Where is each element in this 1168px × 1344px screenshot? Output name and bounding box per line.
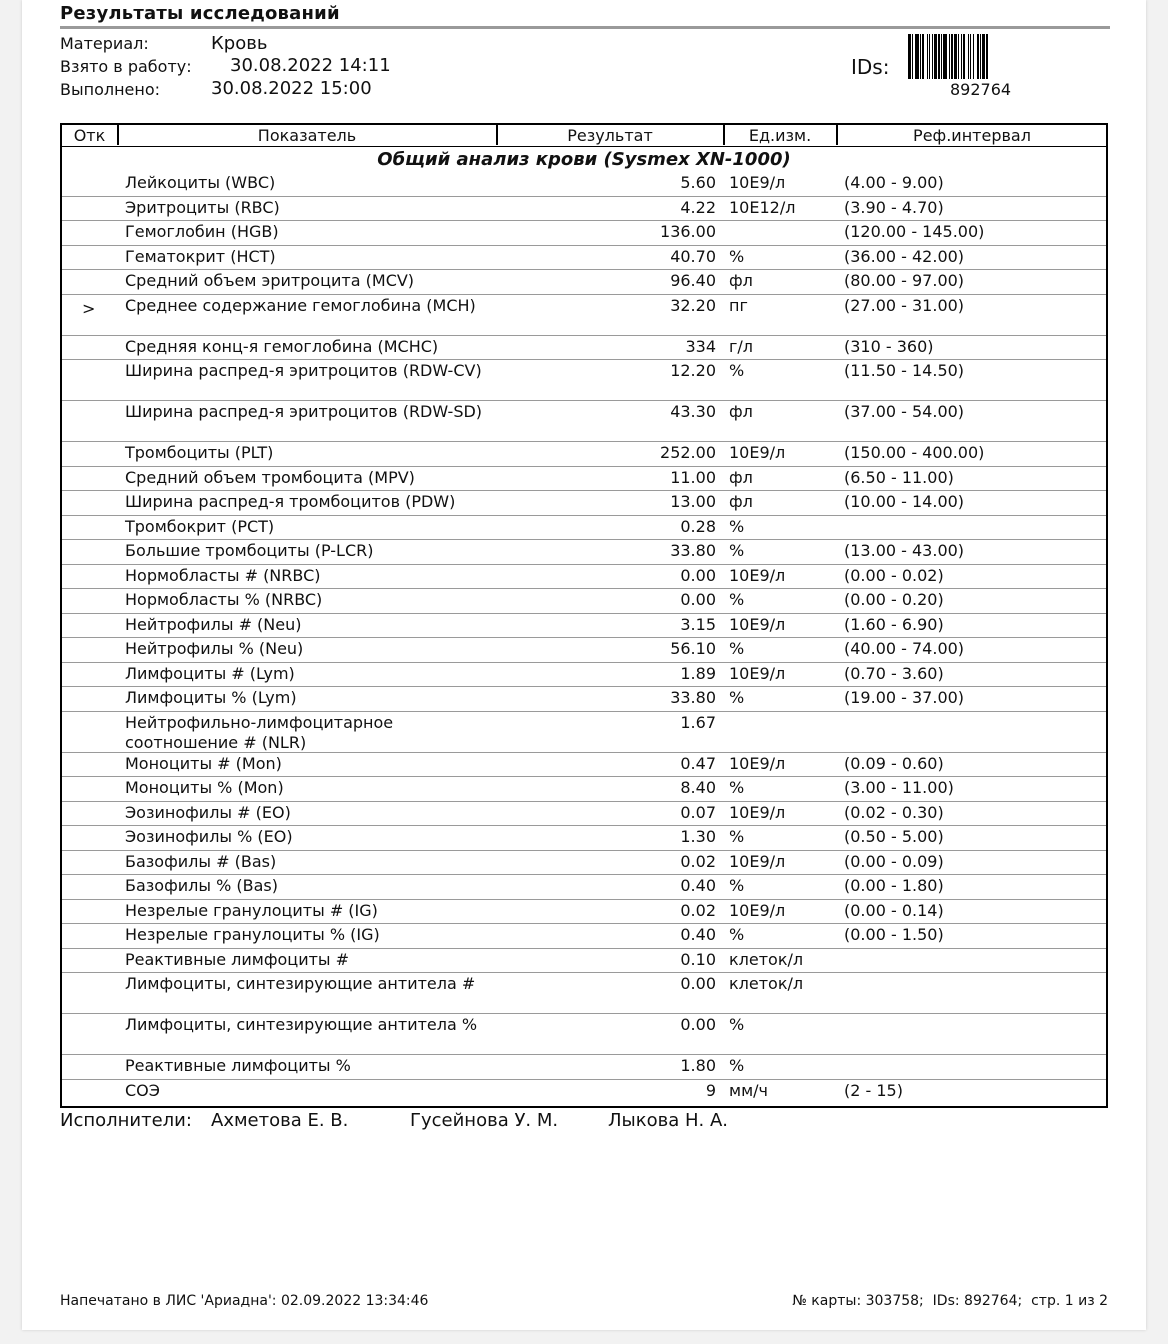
table-row [62, 924, 1106, 949]
barcode-bar [920, 34, 921, 79]
test-result: 8.40 [680, 778, 716, 797]
table-row [62, 638, 1106, 663]
barcode-bar [951, 34, 953, 79]
test-unit: г/л [729, 336, 754, 356]
table-row [62, 777, 1106, 802]
test-unit: 10E12/л [729, 197, 796, 217]
test-unit: пг [729, 295, 748, 315]
table-row [62, 712, 1106, 753]
title-divider [60, 26, 1110, 29]
test-result: 0.00 [680, 1015, 716, 1034]
performers-label: Исполнители: [60, 1110, 192, 1131]
test-name: Лимфоциты # (Lym) [125, 663, 295, 683]
table-row [62, 442, 1106, 467]
reference-range: (0.00 - 0.09) [844, 851, 944, 871]
barcode-image [908, 34, 1052, 79]
test-result: 4.22 [680, 197, 716, 217]
performer-name: Лыкова Н. А. [608, 1110, 729, 1131]
reference-range: (36.00 - 42.00) [844, 246, 965, 266]
barcode-bar [980, 34, 981, 79]
reference-range: (150.00 - 400.00) [844, 443, 985, 462]
test-result: 33.80 [670, 688, 716, 707]
test-name: Лимфоциты % (Lym) [125, 688, 297, 707]
test-name: Эозинофилы # (EO) [125, 802, 291, 822]
reference-range: (37.00 - 54.00) [844, 402, 965, 421]
table-row [62, 949, 1106, 974]
test-unit: 10E9/л [729, 565, 786, 585]
test-result: 0.02 [680, 851, 716, 871]
table-row [62, 826, 1106, 851]
test-result: 0.47 [680, 753, 716, 773]
table-row [62, 663, 1106, 688]
barcode-bar [915, 34, 919, 79]
test-name: СОЭ [125, 1080, 160, 1100]
barcode-number: 892764 [950, 80, 1012, 99]
reference-range: (0.50 - 5.00) [844, 827, 944, 846]
test-unit: 10E9/л [729, 900, 786, 920]
barcode-bar [958, 34, 959, 79]
test-unit: % [729, 1015, 745, 1034]
barcode-bar [934, 34, 937, 79]
test-result: 0.02 [680, 900, 716, 920]
test-result: 0.10 [680, 949, 716, 969]
barcode-bar [941, 34, 942, 79]
barcode-bar [922, 34, 924, 79]
test-name: Эозинофилы % (EO) [125, 827, 293, 846]
test-result: 3.15 [680, 614, 716, 634]
test-name: Лимфоциты, синтезирующие антитела % [125, 1015, 478, 1034]
test-unit: фл [729, 271, 753, 290]
table-row [62, 900, 1106, 925]
table-row [62, 401, 1106, 442]
barcode-bar [982, 34, 985, 79]
reference-range: (0.70 - 3.60) [844, 663, 944, 683]
barcode-bar [973, 34, 974, 79]
test-result: 0.40 [680, 925, 716, 944]
test-name: Нейтрофильно-лимфоцитарное соотношение # (NLR) [125, 712, 394, 752]
ids-label: IDs: [851, 55, 890, 79]
test-result: 0.40 [680, 876, 716, 895]
barcode-bar [949, 34, 950, 79]
footer-card-info: № карты: 303758; IDs: 892764; стр. 1 из 2 [792, 1293, 1108, 1309]
barcode-bar [908, 34, 911, 79]
barcode-bar [938, 34, 940, 79]
material-label: Материал: [60, 34, 149, 53]
done-label: Выполнено: [60, 80, 161, 99]
test-result: 0.07 [680, 802, 716, 822]
test-name: Гематокрит (HCT) [125, 246, 276, 266]
test-name: Незрелые гранулоциты % (IG) [125, 925, 380, 944]
table-row [62, 851, 1106, 876]
table-row [62, 753, 1106, 778]
test-result: 43.30 [670, 402, 716, 421]
reference-range: (13.00 - 43.00) [844, 541, 965, 560]
test-result: 334 [685, 336, 716, 356]
test-result: 96.40 [670, 271, 716, 290]
table-row [62, 491, 1106, 516]
test-unit: % [729, 778, 745, 797]
test-result: 252.00 [660, 443, 716, 462]
test-unit: мм/ч [729, 1080, 768, 1100]
test-name: Ширина распред-я эритроцитов (RDW-CV) [125, 361, 482, 380]
test-result: 56.10 [670, 639, 716, 658]
reference-range: (2 - 15) [844, 1080, 903, 1100]
test-result: 11.00 [670, 467, 716, 487]
test-name: Незрелые гранулоциты # (IG) [125, 900, 378, 920]
col-header-unit: Ед.изм. [748, 126, 812, 145]
test-result: 0.00 [680, 565, 716, 585]
results-table [60, 123, 1108, 1108]
reference-range: (120.00 - 145.00) [844, 222, 985, 241]
material-value: Кровь [211, 33, 268, 54]
test-result: 0.00 [680, 590, 716, 609]
table-row [62, 516, 1106, 541]
barcode-bar [927, 34, 928, 79]
test-unit: 10E9/л [729, 753, 786, 773]
reference-range: (80.00 - 97.00) [844, 271, 965, 290]
test-unit: % [729, 876, 745, 895]
test-unit: фл [729, 402, 753, 421]
test-name: Тромбоциты (PLT) [125, 443, 274, 462]
reference-range: (10.00 - 14.00) [844, 492, 965, 511]
test-unit: % [729, 361, 745, 380]
table-header [62, 125, 1106, 147]
test-unit: % [729, 516, 745, 536]
reference-range: (0.00 - 0.02) [844, 565, 944, 585]
test-unit: % [729, 827, 745, 846]
col-header-result: Результат [567, 126, 653, 145]
report-title: Результаты исследований [60, 3, 340, 24]
test-unit: % [729, 688, 745, 707]
reference-range: (40.00 - 74.00) [844, 639, 965, 658]
reference-range: (0.00 - 0.14) [844, 900, 944, 920]
test-result: 0.00 [680, 974, 716, 993]
reference-range: (4.00 - 9.00) [844, 173, 944, 192]
reference-range: (0.00 - 1.50) [844, 925, 944, 944]
test-result: 5.60 [680, 173, 716, 192]
test-name: Нейтрофилы # (Neu) [125, 614, 302, 634]
test-result: 0.28 [680, 516, 716, 536]
reference-range: (0.00 - 1.80) [844, 876, 944, 895]
test-name: Среднее содержание гемоглобина (MCH) [125, 295, 476, 315]
test-unit: 10E9/л [729, 802, 786, 822]
test-name: Средняя конц-я гемоглобина (MCHC) [125, 336, 439, 356]
test-name: Ширина распред-я эритроцитов (RDW-SD) [125, 402, 483, 421]
reference-range: (1.60 - 6.90) [844, 614, 944, 634]
barcode-bar [932, 34, 933, 79]
reference-range: (3.90 - 4.70) [844, 197, 944, 217]
barcode-bar [986, 34, 988, 79]
reference-range: (0.00 - 0.20) [844, 590, 944, 609]
test-name: Реактивные лимфоциты # [125, 949, 350, 969]
table-row [62, 1055, 1106, 1080]
test-unit: % [729, 639, 745, 658]
reference-range: (19.00 - 37.00) [844, 688, 965, 707]
test-name: Средний объем эритроцита (MCV) [125, 271, 415, 290]
test-unit: 10E9/л [729, 173, 786, 192]
test-result: 32.20 [670, 295, 716, 315]
table-row [62, 246, 1106, 271]
table-row [62, 589, 1106, 614]
footer-printed: Напечатано в ЛИС 'Ариадна': 02.09.2022 13:34:46 [60, 1293, 429, 1309]
taken-label: Взято в работу: [60, 57, 192, 76]
table-row [62, 172, 1106, 197]
table-body [62, 172, 1106, 1104]
done-value: 30.08.2022 15:00 [211, 78, 372, 99]
test-unit: клеток/л [729, 974, 804, 993]
test-name: Базофилы % (Bas) [125, 876, 278, 895]
col-header-ref: Реф.интервал [913, 126, 1031, 145]
col-header-flag: Отк [73, 126, 106, 145]
table-row [62, 467, 1106, 492]
reference-range: (0.09 - 0.60) [844, 753, 944, 773]
test-unit: % [729, 1056, 745, 1075]
reference-range: (6.50 - 11.00) [844, 467, 954, 487]
barcode-bar [961, 34, 962, 79]
reference-range: (3.00 - 11.00) [844, 778, 954, 797]
col-header-name: Показатель [257, 126, 357, 145]
table-row [62, 1080, 1106, 1105]
test-unit: фл [729, 467, 753, 487]
test-unit: 10E9/л [729, 614, 786, 634]
barcode-bar [943, 34, 947, 79]
test-result: 1.80 [680, 1056, 716, 1075]
table-row [62, 1014, 1106, 1055]
test-result: 40.70 [670, 246, 716, 266]
reference-range: (11.50 - 14.50) [844, 361, 965, 380]
test-result: 1.30 [680, 827, 716, 846]
test-name: Лимфоциты, синтезирующие антитела # [125, 974, 476, 993]
test-unit: 10E9/л [729, 663, 786, 683]
test-unit: клеток/л [729, 949, 804, 969]
table-row [62, 614, 1106, 639]
table-row [62, 875, 1106, 900]
test-name: Реактивные лимфоциты % [125, 1056, 351, 1075]
table-row [62, 973, 1106, 1014]
test-unit: 10E9/л [729, 443, 786, 462]
test-result: 136.00 [660, 222, 716, 241]
test-name: Нормобласты % (NRBC) [125, 590, 323, 609]
performer-name: Ахметова Е. В. [211, 1110, 349, 1131]
table-row [62, 336, 1106, 361]
table-row [62, 802, 1106, 827]
test-name: Базофилы # (Bas) [125, 851, 277, 871]
test-result: 9 [705, 1080, 716, 1100]
test-name: Моноциты # (Mon) [125, 753, 282, 773]
test-unit: 10E9/л [729, 851, 786, 871]
barcode-bar [977, 34, 979, 79]
barcode-bar [929, 34, 930, 79]
test-unit: % [729, 925, 745, 944]
test-name: Нормобласты # (NRBC) [125, 565, 321, 585]
barcode-bar [954, 34, 957, 79]
reference-range: (310 - 360) [844, 336, 934, 356]
test-name: Эритроциты (RBC) [125, 197, 280, 217]
test-name: Большие тромбоциты (P-LCR) [125, 541, 374, 560]
table-row [62, 360, 1106, 401]
abnormal-flag: > [82, 298, 96, 318]
barcode-bar [970, 34, 971, 79]
barcode-bar [963, 34, 965, 79]
test-unit: % [729, 590, 745, 609]
test-result: 12.20 [670, 361, 716, 380]
test-unit: фл [729, 492, 753, 511]
test-result: 33.80 [670, 541, 716, 560]
test-result: 13.00 [670, 492, 716, 511]
test-result: 1.67 [680, 712, 716, 732]
test-name: Средний объем тромбоцита (MPV) [125, 467, 415, 487]
performer-name: Гусейнова У. М. [410, 1110, 559, 1131]
reference-range: (27.00 - 31.00) [844, 295, 965, 315]
table-row [62, 540, 1106, 565]
table-row [62, 221, 1106, 246]
reference-range: (0.02 - 0.30) [844, 802, 944, 822]
report-page [22, 0, 1146, 1330]
test-name: Гемоглобин (HGB) [125, 222, 279, 241]
table-row [62, 197, 1106, 222]
taken-value: 30.08.2022 14:11 [230, 55, 391, 76]
test-unit: % [729, 246, 745, 266]
test-result: 1.89 [680, 663, 716, 683]
section-title: Общий анализ крови (Sysmex XN-1000) [377, 149, 791, 170]
test-unit: % [729, 541, 745, 560]
test-name: Моноциты % (Mon) [125, 778, 284, 797]
test-name: Лейкоциты (WBC) [125, 173, 276, 192]
barcode-bar [912, 34, 913, 79]
barcode-bar [968, 34, 969, 79]
table-row [62, 565, 1106, 590]
table-row [62, 687, 1106, 712]
test-name: Тромбокрит (PCT) [125, 516, 275, 536]
test-name: Нейтрофилы % (Neu) [125, 639, 304, 658]
table-row [62, 270, 1106, 295]
test-name: Ширина распред-я тромбоцитов (PDW) [125, 492, 456, 511]
table-row [62, 295, 1106, 336]
